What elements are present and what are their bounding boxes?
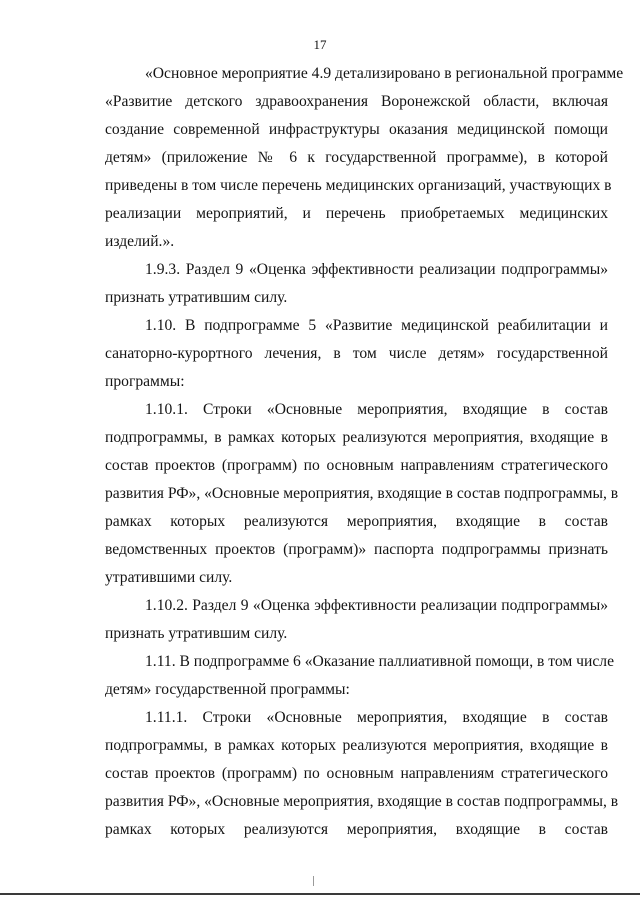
text-line: санаторно-курортного лечения, в том числе детям» государственной [105,345,608,362]
text-line: 1.11. В подпрограмме 6 «Оказание паллиативной помощи, в том числе [145,653,614,670]
scan-artifact [313,876,314,886]
text-line: признать утратившим силу. [105,289,288,306]
text-line: подпрограммы, в рамках которых реализуются мероприятия, входящие в [105,429,608,446]
text-line: 1.11.1. Строки «Основные мероприятия, входящие в состав [145,709,608,726]
text-line: состав проектов (программ) по основным направлениям стратегического [105,457,608,474]
text-line: программы: [105,373,185,390]
text-line: утратившими силу. [105,569,233,586]
text-line: подпрограммы, в рамках которых реализуются мероприятия, входящие в [105,737,608,754]
text-line: развития РФ», «Основные мероприятия, входящие в состав подпрограммы, в [105,485,619,502]
text-line: детям» (приложение № 6 к государственной программе), в которой [105,149,608,166]
text-line: «Основное мероприятие 4.9 детализировано в региональной программе [145,65,624,82]
text-line: состав проектов (программ) по основным направлениям стратегического [105,765,608,782]
text-line: признать утратившим силу. [105,625,288,642]
text-line: создание современной инфраструктуры оказания медицинской помощи [105,121,608,138]
text-line: изделий.». [105,233,175,250]
text-line: рамках которых реализуются мероприятия, входящие в состав [105,821,608,838]
text-line: приведены в том числе перечень медицинских организаций, участвующих в [105,177,612,194]
text-line: развития РФ», «Основные мероприятия, входящие в состав подпрограммы, в [105,793,619,810]
text-line: 1.10. В подпрограмме 5 «Развитие медицинской реабилитации и [145,317,608,334]
text-line: реализации мероприятий, и перечень приобретаемых медицинских [105,205,608,222]
text-line: 1.9.3. Раздел 9 «Оценка эффективности реализации подпрограммы» [145,261,608,278]
page-bottom-edge [0,893,640,895]
text-line: «Развитие детского здравоохранения Воронежской области, включая [105,93,608,110]
text-line: 1.10.2. Раздел 9 «Оценка эффективности реализации подпрограммы» [145,597,608,614]
text-line: детям» государственной программы: [105,681,350,698]
text-line: 1.10.1. Строки «Основные мероприятия, входящие в состав [145,401,608,418]
text-line: ведомственных проектов (программ)» паспорта подпрограммы признать [105,541,608,558]
page-number: 17 [313,37,327,52]
text-line: рамках которых реализуются мероприятия, входящие в состав [105,513,608,530]
